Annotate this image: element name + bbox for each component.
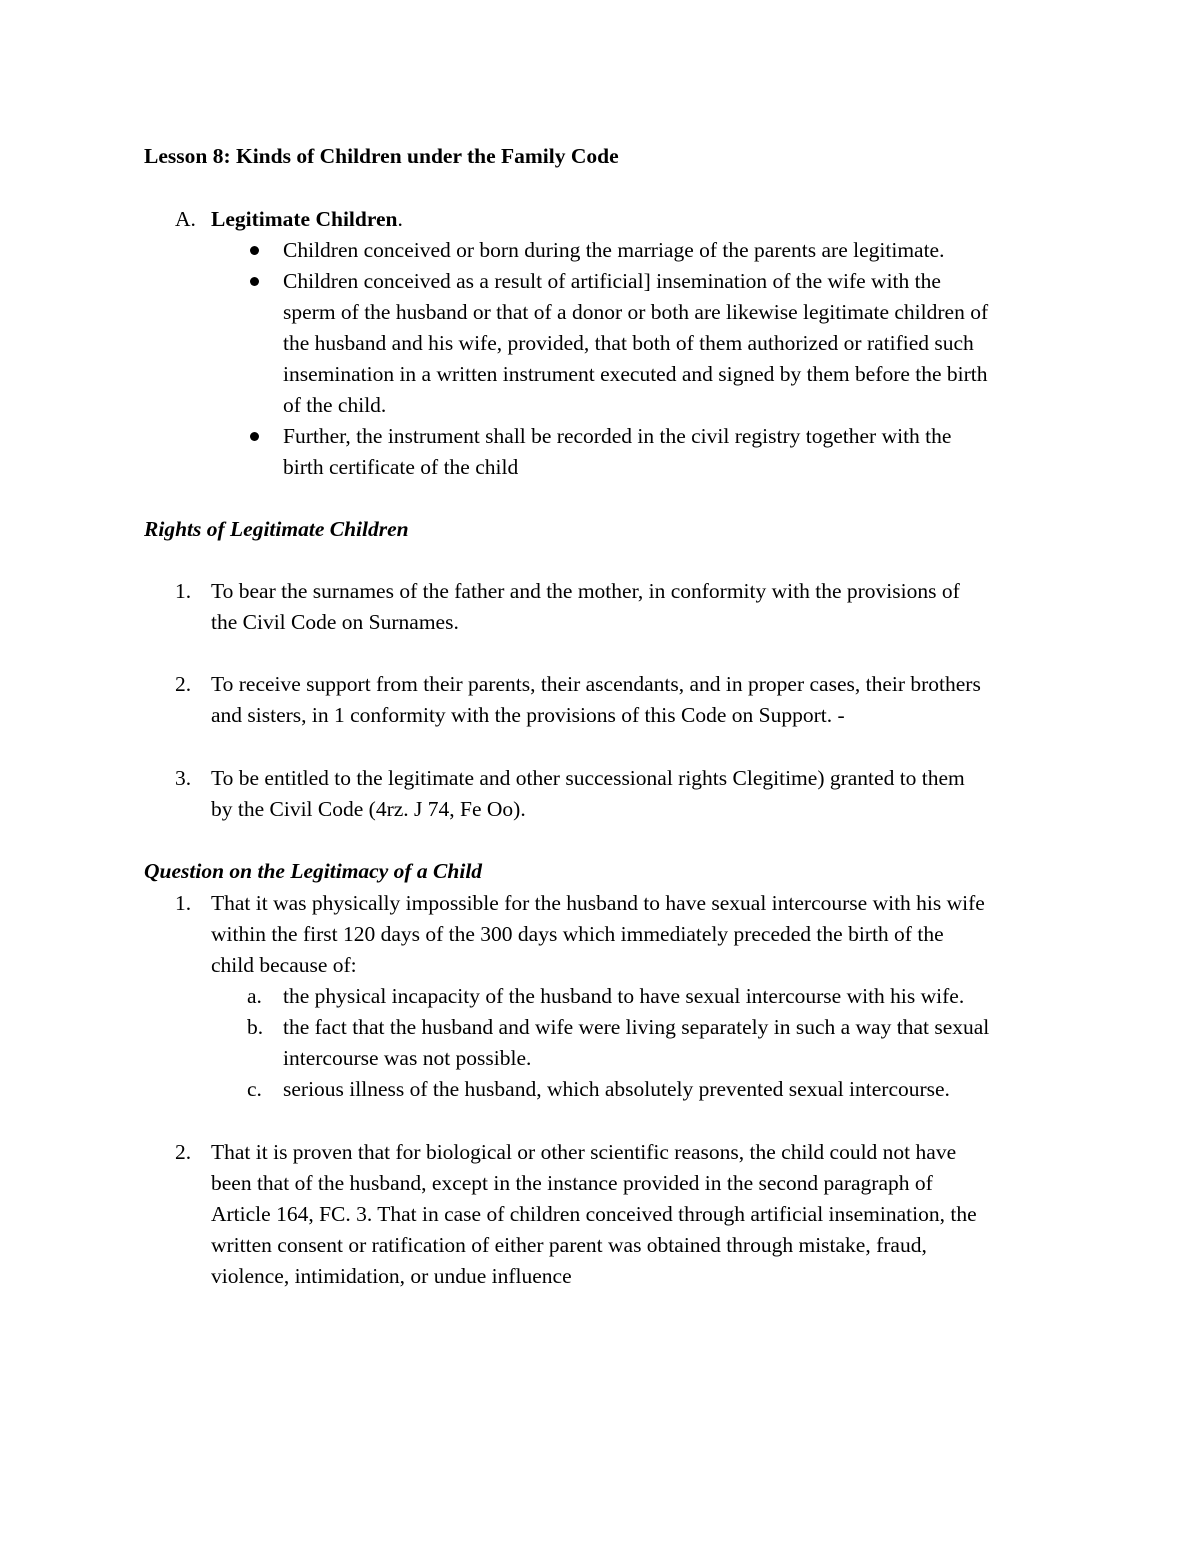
bullet-icon	[250, 277, 259, 286]
subitem-a-line-1: the physical incapacity of the husband to have sexual intercourse with his wife.	[283, 984, 965, 1008]
rights-item-2-line-1: To receive support from their parents, their ascendants, and in proper cases, their brothers	[211, 672, 981, 696]
bullet-2-line-1: Children conceived as a result of artificial] insemination of the wife with the	[283, 269, 941, 293]
bullet-2-line-2: sperm of the husband or that of a donor or both are likewise legitimate children of	[283, 300, 989, 324]
question-item-2-line-1: That it is proven that for biological or other scientific reasons, the child could not have	[211, 1140, 957, 1164]
rights-heading: Rights of Legitimate Children	[144, 517, 409, 541]
question-item-2-marker: 2.	[175, 1140, 192, 1164]
subitem-b-line-2: intercourse was not possible.	[283, 1046, 532, 1070]
question-item-2-line-5: violence, intimidation, or undue influence	[211, 1264, 572, 1288]
question-heading: Question on the Legitimacy of a Child	[144, 859, 483, 883]
subitem-b-marker: b.	[247, 1015, 264, 1039]
subitem-c-line-1: serious illness of the husband, which absolutely prevented sexual intercourse.	[283, 1077, 950, 1101]
rights-item-2-marker: 2.	[175, 672, 192, 696]
rights-item-3-line-2: by the Civil Code (4rz. J 74, Fe Oo).	[211, 797, 526, 821]
section-a-heading-suffix: .	[397, 207, 403, 231]
question-item-2-line-4: written consent or ratification of either parent was obtained through mistake, fraud,	[211, 1233, 927, 1257]
section-a-heading: Legitimate Children	[211, 207, 398, 231]
section-a-marker: A.	[175, 207, 196, 231]
rights-item-1-line-2: the Civil Code on Surnames.	[211, 610, 459, 634]
rights-item-3-line-1: To be entitled to the legitimate and other successional rights Clegitime) granted to them	[211, 766, 965, 790]
rights-item-1-line-1: To bear the surnames of the father and the mother, in conformity with the provisions of	[211, 579, 960, 603]
document-title: Lesson 8: Kinds of Children under the Family Code	[144, 144, 619, 168]
bullet-icon	[250, 246, 259, 255]
rights-item-3-marker: 3.	[175, 766, 192, 790]
question-item-1-line-3: child because of:	[211, 953, 357, 977]
bullet-1-line-1: Children conceived or born during the marriage of the parents are legitimate.	[283, 238, 945, 262]
bullet-2-line-3: the husband and his wife, provided, that both of them authorized or ratified such	[283, 331, 974, 355]
question-item-1-marker: 1.	[175, 891, 192, 915]
subitem-c-marker: c.	[247, 1077, 262, 1101]
rights-item-1-marker: 1.	[175, 579, 192, 603]
rights-item-2-line-2: and sisters, in 1 conformity with the provisions of this Code on Support. -	[211, 703, 845, 727]
question-item-1-line-2: within the first 120 days of the 300 days which immediately preceded the birth of the	[211, 922, 944, 946]
bullet-2-line-5: of the child.	[283, 393, 387, 417]
question-item-1-line-1: That it was physically impossible for the husband to have sexual intercourse with his wife	[211, 891, 985, 915]
subitem-a-marker: a.	[247, 984, 262, 1008]
bullet-3-line-2: birth certificate of the child	[283, 455, 519, 479]
bullet-3-line-1: Further, the instrument shall be recorded in the civil registry together with the	[283, 424, 952, 448]
bullet-2-line-4: insemination in a written instrument executed and signed by them before the birth	[283, 362, 988, 386]
bullet-icon	[250, 432, 259, 441]
question-item-2-line-3: Article 164, FC. 3. That in case of children conceived through artificial insemination, the	[211, 1202, 977, 1226]
section-a-heading-line	[211, 204, 403, 235]
subitem-b-line-1: the fact that the husband and wife were living separately in such a way that sexual	[283, 1015, 990, 1039]
question-item-2-line-2: been that of the husband, except in the instance provided in the second paragraph of	[211, 1171, 933, 1195]
